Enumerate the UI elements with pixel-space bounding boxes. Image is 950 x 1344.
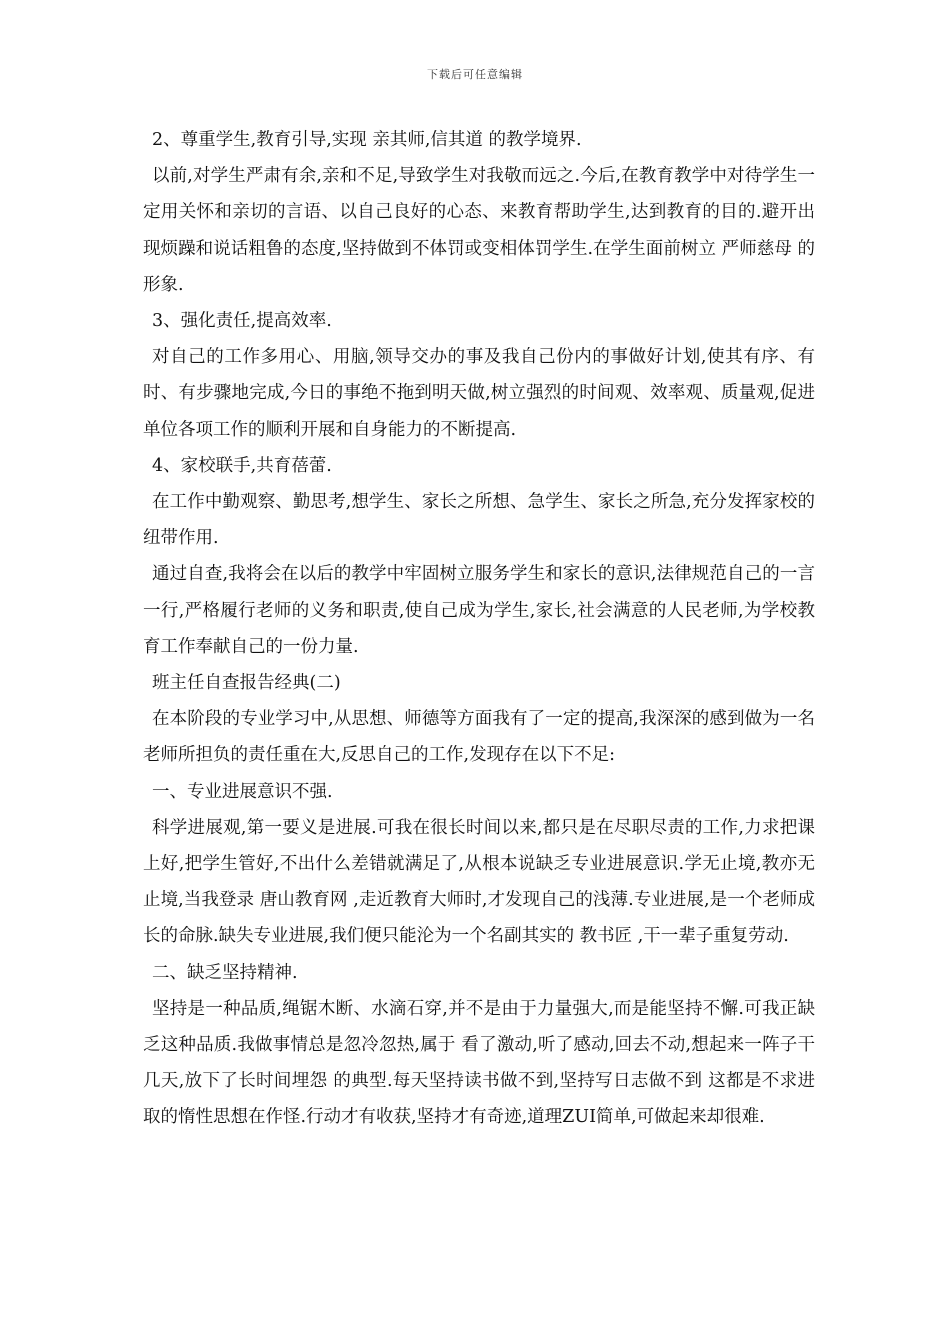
paragraph-home-school: 在工作中勤观察、勤思考,想学生、家长之所想、急学生、家长之所急,充分发挥家校的纽带作用. xyxy=(143,492,815,549)
paragraph-self-check: 通过自查,我将会在以后的教学中牢固树立服务学生和家长的意识,法律规范自己的一言一行,严格履行老师的义务和职责,使自己成为学生,家长,社会满意的人民老师,为学校教育工作奉献自己的一份力量. xyxy=(143,564,815,657)
paragraph-responsibility: 对自己的工作多用心、用脑,领导交办的事及我自己份内的事做好计划,使其有序、有时、有步骤地完成,今日的事绝不拖到明天做,树立强烈的时间观、效率观、质量观,促进单位各项工作的顺利开展和自身能力的不断提高. xyxy=(143,347,815,440)
heading-item-2: 二、缺乏坚持精神. xyxy=(152,962,298,983)
heading-item-1: 一、专业进展意识不强. xyxy=(152,781,333,802)
paragraph-respect-students: 以前,对学生严肃有余,亲和不足,导致学生对我敬而远之.今后,在教育教学中对待学生一定用关怀和亲切的言语、以自己良好的心态、来教育帮助学生,达到教育的目的.避开出现烦躁和说话粗鲁的态度,坚持做到不体罚或变相体罚学生.在学生面前树立 严师慈母 的形象. xyxy=(143,166,815,295)
document-body xyxy=(143,122,815,1136)
paragraph-persistence: 坚持是一种品质,绳锯木断、水滴石穿,并不是由于力量强大,而是能坚持不懈.可我正缺乏这种品质.我做事情总是忽冷忽热,属于 看了激动,听了感动,回去不动,想起来一阵子干几天,放下了长时间埋怨 的典型.每天坚持读书做不到,坚持写日志做不到 这都是不求进取的惰性思想在作怪.行动才有收获,坚持才有奇迹,道理ZUI简单,可做起来却很难. xyxy=(143,998,815,1128)
paragraph-item-2: 2、尊重学生,教育引导,实现 亲其师,信其道 的教学境界. xyxy=(152,130,582,150)
paragraph-intro: 在本阶段的专业学习中,从思想、师德等方面我有了一定的提高,我深深的感到做为一名老师所担负的责任重在大,反思自己的工作,发现存在以下不足: xyxy=(143,709,815,766)
paragraph-item-4: 4、家校联手,共育蓓蕾. xyxy=(152,455,332,476)
paragraph-professional-development: 科学进展观,第一要义是进展.可我在很长时间以来,都只是在尽职尽责的工作,力求把课上好,把学生管好,不出什么差错就满足了,从根本说缺乏专业进展意识.学无止境,教亦无止境,当我登录 唐山教育网 ,走近教育大师时,才发现自己的浅薄.专业进展,是一个老师成长的命脉.缺失专业进展,我们便只能沦为一个名副其实的 教书匠 ,干一辈子重复劳动. xyxy=(143,817,815,947)
section-title: 班主任自查报告经典(二) xyxy=(152,673,341,694)
paragraph-item-3: 3、强化责任,提高效率. xyxy=(152,311,332,332)
header-note: 下载后可任意编辑 xyxy=(427,68,523,81)
